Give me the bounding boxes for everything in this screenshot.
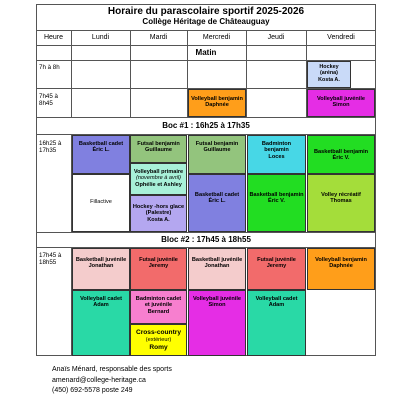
event-volleyball-benjamin-vendredi: Volleyball benjamin Daphnée — [307, 248, 375, 290]
col-line-5 — [306, 30, 307, 60]
event-basketball-benjamin-vendredi: Basketball benjamin Éric V. — [307, 135, 375, 174]
event-badminton-cadet-juvenile: Badminton cadet et juvénile Bernard — [130, 290, 187, 324]
header-vendredi: Vendredi — [327, 34, 355, 41]
footer-phone: (450) 692-5578 poste 249 — [52, 387, 133, 394]
band-bloc2: Bloc #2 : 17h45 à 18h55 — [37, 233, 375, 247]
event-futsal-juvenile-jeudi: Futsal juvénile Jeremy — [247, 248, 306, 290]
time-7h-8h: 7h à 8h — [39, 64, 60, 71]
col-line-3 — [187, 30, 188, 60]
header-jeudi: Jeudi — [267, 34, 285, 41]
band-matin: Matin — [37, 46, 375, 60]
event-futsal-benjamin-mardi: Futsal benjamin Guillaume — [130, 135, 187, 163]
event-volleyball-benjamin-am: Volleyball benjamin Daphnée — [188, 89, 246, 117]
event-cross-country: Cross-country (extérieur) Romy — [130, 324, 187, 356]
event-volleyball-primaire: Volleyball primaire (novembre à avril) Ophélie et Ashley — [130, 163, 187, 195]
event-basketball-benjamin-jeudi: Basketball benjamin Éric V. — [247, 174, 306, 232]
header-heure: Heure — [43, 34, 64, 41]
event-volley-recreatif: Volley récréatif Thomas — [307, 174, 375, 232]
footer-contact-name: Anaïs Ménard, responsable des sports — [52, 366, 172, 373]
time-7h45-8h45: 7h45 à 8h45 — [39, 93, 58, 107]
event-futsal-juvenile-mardi: Futsal juvénile Jeremy — [130, 248, 187, 290]
event-basketball-cadet-lundi: Basketball cadet Éric L. — [72, 135, 130, 174]
header-lundi: Lundi — [91, 34, 110, 41]
footer-email[interactable]: amenard@college-heritage.ca — [52, 377, 146, 384]
time-17h45-18h55: 17h45 à 18h55 — [39, 252, 62, 266]
header-mardi: Mardi — [149, 34, 168, 41]
col-line-4b — [246, 60, 247, 118]
page-subtitle: Collège Héritage de Châteauguay — [142, 17, 270, 26]
event-volleyball-cadet-jeudi: Volleyball cadet Adam — [247, 290, 306, 356]
page-title: Horaire du parascolaire sportif 2025-2026 — [107, 6, 305, 17]
band-bloc1: Boc #1 : 16h25 à 17h35 — [37, 118, 375, 134]
time-16h25-17h35: 16h25 à 17h35 — [39, 140, 62, 154]
event-basketball-cadet-mercredi: Basketball cadet Éric L. — [188, 174, 246, 232]
event-volleyball-juvenile-mercredi: Volleyball juvénile Simon — [188, 290, 246, 356]
event-volleyball-juvenile-am: Volleyball juvénile Simon — [307, 89, 375, 117]
event-fillactive: Fillactive — [72, 174, 130, 232]
col-line-1 — [71, 30, 72, 60]
header-mercredi: Mercredi — [202, 34, 231, 41]
col-line-2b — [130, 60, 131, 118]
col-line-4 — [246, 30, 247, 60]
event-basketball-juvenile-mercredi: Basketball juvénile Jonathan — [188, 248, 246, 290]
event-hockey-hors-glace: Hockey -hors glace (Palestre) Kosta A. — [130, 195, 187, 232]
event-basketball-juvenile-lundi: Basketball juvénile Jonathan — [72, 248, 130, 290]
event-hockey-arena: Hockey (aréna) Kosta A. — [307, 61, 351, 88]
event-futsal-benjamin-mercredi: Futsal benjamin Guillaume — [188, 135, 246, 174]
event-volleyball-cadet-lundi: Volleyball cadet Adam — [72, 290, 130, 356]
col-line-2 — [130, 30, 131, 60]
event-badminton-benjamin: Badminton benjamin Loces — [247, 135, 306, 174]
col-line-1b — [71, 60, 72, 118]
